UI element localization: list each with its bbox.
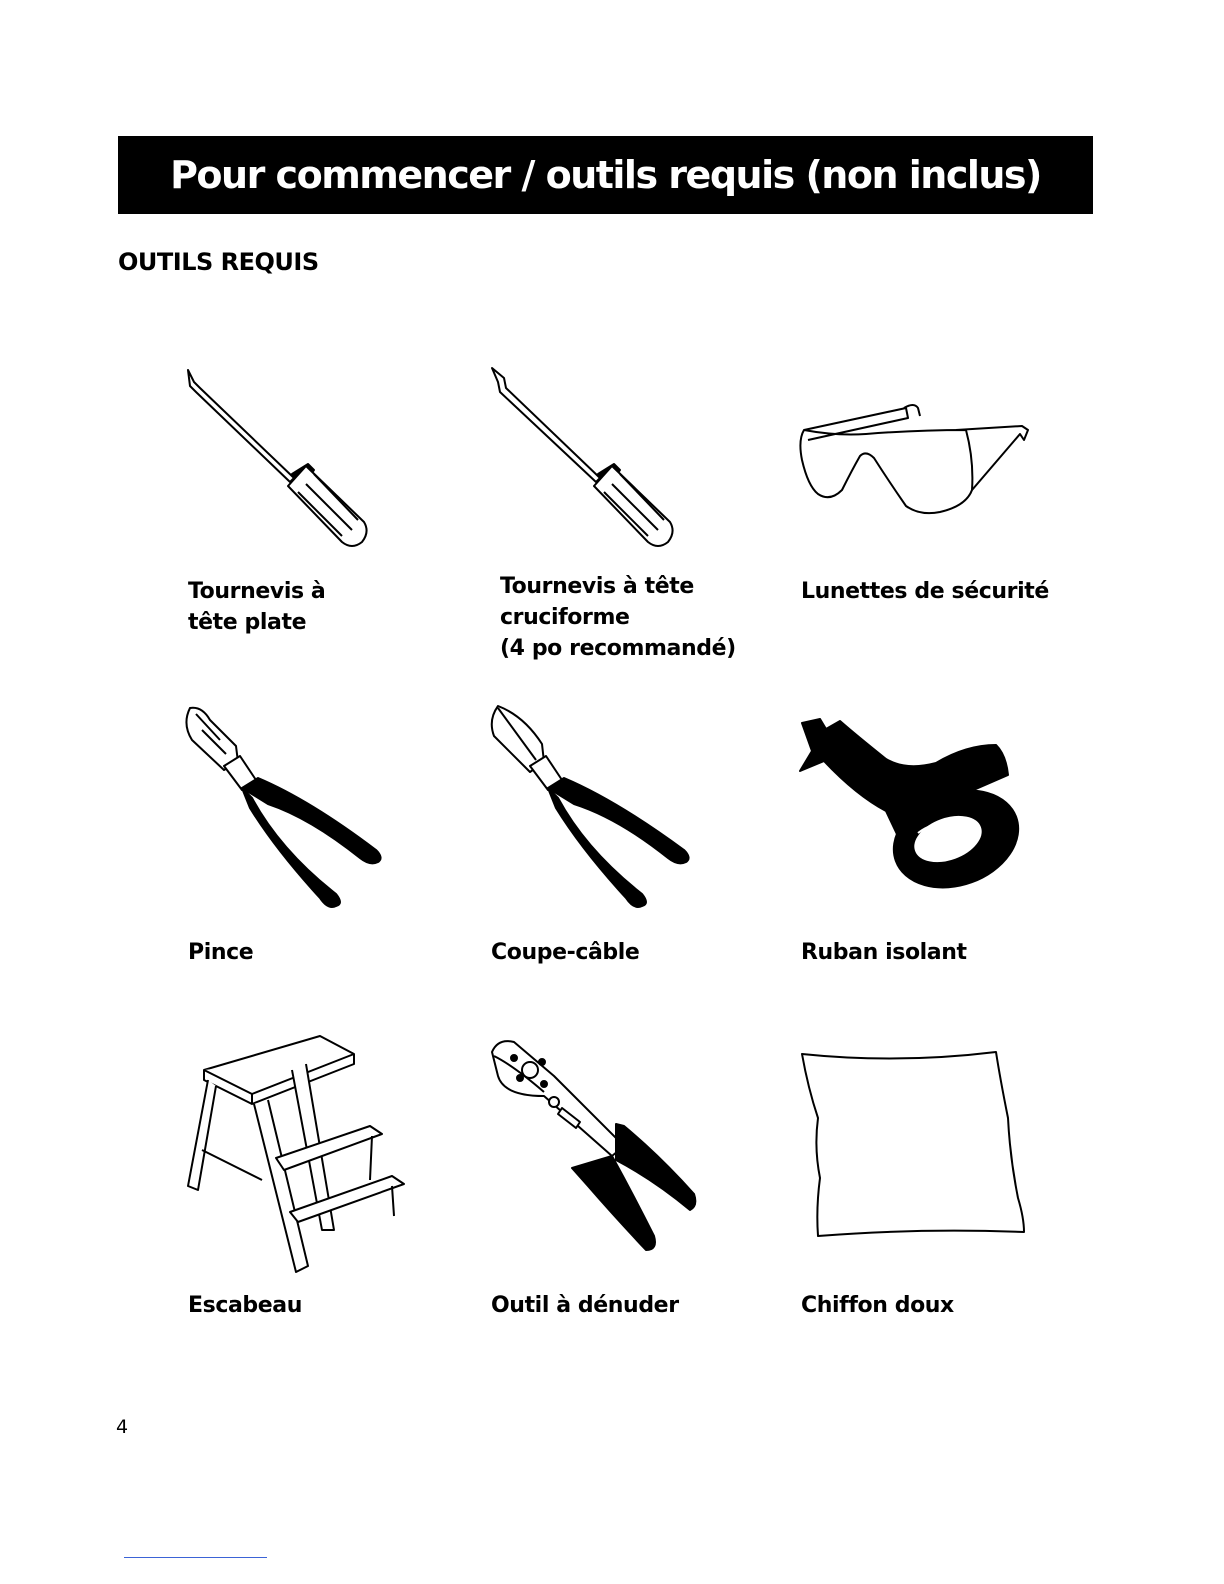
page-number: 4 bbox=[116, 1416, 129, 1438]
tool-label-pliers: Pince bbox=[188, 940, 254, 965]
banner-title: Pour commencer / outils requis (non inclus) bbox=[170, 153, 1041, 197]
step-ladder-icon bbox=[182, 1030, 422, 1280]
wire-cutter-icon bbox=[484, 700, 704, 910]
soft-cloth-icon bbox=[798, 1048, 1030, 1244]
pliers-icon bbox=[180, 700, 400, 910]
wire-stripper-icon bbox=[484, 1036, 704, 1256]
tool-label-step-ladder: Escabeau bbox=[188, 1293, 302, 1318]
electrical-tape-icon bbox=[796, 715, 1036, 895]
tool-label-electrical-tape: Ruban isolant bbox=[801, 940, 967, 965]
tool-label-flat-screwdriver: Tournevis à tête plate bbox=[188, 579, 326, 635]
tool-label-wire-cutter: Coupe-câble bbox=[491, 940, 640, 965]
tool-label-phillips-screwdriver: Tournevis à tête cruciforme (4 po recommandé) bbox=[500, 574, 736, 661]
page-banner bbox=[118, 136, 1093, 214]
section-heading: OUTILS REQUIS bbox=[118, 248, 319, 276]
safety-glasses-icon bbox=[796, 400, 1036, 520]
tool-label-safety-glasses: Lunettes de sécurité bbox=[801, 579, 1049, 604]
tool-label-soft-cloth: Chiffon doux bbox=[801, 1293, 954, 1318]
phillips-screwdriver-icon bbox=[486, 362, 686, 562]
footer-rule bbox=[124, 1557, 267, 1558]
tool-label-wire-stripper: Outil à dénuder bbox=[491, 1293, 679, 1318]
flat-screwdriver-icon bbox=[180, 362, 380, 562]
